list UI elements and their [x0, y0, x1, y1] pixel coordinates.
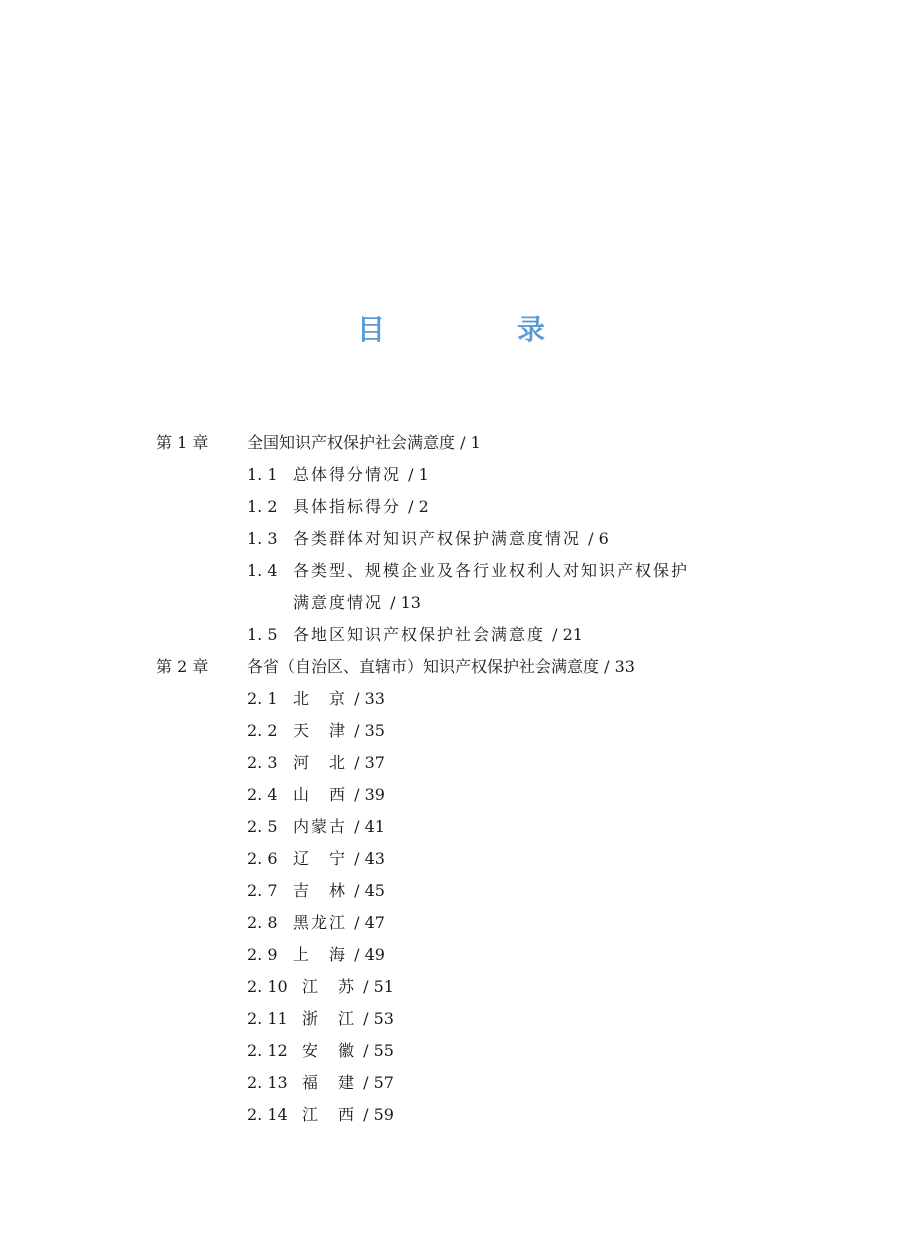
section-number: 2. 11 — [247, 1009, 288, 1028]
toc-section-row[interactable] — [0, 715, 902, 747]
page-number: / 51 — [363, 977, 394, 996]
section-title-text: 满意度情况 — [293, 593, 384, 612]
section-title-text: 黑龙江 — [293, 913, 348, 932]
section-number: 2. 4 — [247, 785, 278, 804]
section-number: 2. 12 — [247, 1041, 288, 1060]
section-title — [302, 1067, 394, 1099]
chapter-title — [247, 427, 481, 459]
section-number: 2. 6 — [247, 849, 278, 868]
page-number: / 39 — [354, 785, 385, 804]
page-number: / 35 — [354, 721, 385, 740]
section-title — [293, 875, 385, 907]
chapter-title — [247, 651, 635, 683]
page-number: / 2 — [408, 497, 429, 516]
toc-section-row[interactable] — [0, 1067, 902, 1099]
chapter-label: 第 1 章 — [156, 433, 209, 452]
section-title-text: 福 建 — [302, 1073, 357, 1092]
section-title — [293, 779, 385, 811]
section-title-text: 吉 林 — [293, 881, 348, 900]
page-number: / 21 — [552, 625, 583, 644]
toc-section-row[interactable] — [0, 619, 902, 651]
toc-section-row[interactable] — [0, 971, 902, 1003]
toc-section-row[interactable] — [0, 491, 902, 523]
section-number: 1. 1 — [247, 465, 278, 484]
section-number: 2. 8 — [247, 913, 278, 932]
toc-section-row[interactable] — [0, 555, 902, 587]
section-number: 2. 3 — [247, 753, 278, 772]
section-number: 2. 13 — [247, 1073, 288, 1092]
section-number: 1. 3 — [247, 529, 278, 548]
section-number: 2. 2 — [247, 721, 278, 740]
page-number: / 57 — [363, 1073, 394, 1092]
toc-section-row[interactable] — [0, 459, 902, 491]
section-title-text: 各类型、规模企业及各行业权利人对知识产权保护 — [293, 561, 690, 580]
chapter-title-text: 各省（自治区、直辖市）知识产权保护社会满意度 — [247, 657, 600, 676]
section-title — [302, 1035, 394, 1067]
toc-chapter-row[interactable] — [0, 651, 902, 683]
toc-section-row[interactable] — [0, 587, 902, 619]
chapter-label: 第 2 章 — [156, 657, 209, 676]
toc-section-row[interactable] — [0, 907, 902, 939]
section-number: 2. 14 — [247, 1105, 288, 1124]
section-number: 1. 5 — [247, 625, 278, 644]
toc-section-row[interactable] — [0, 1035, 902, 1067]
toc-section-row[interactable] — [0, 523, 902, 555]
section-title — [293, 715, 385, 747]
section-title — [293, 939, 385, 971]
section-number: 2. 9 — [247, 945, 278, 964]
toc-section-row[interactable] — [0, 747, 902, 779]
section-title — [302, 1003, 394, 1035]
section-title — [293, 523, 609, 555]
section-title — [293, 907, 385, 939]
toc-section-row[interactable] — [0, 939, 902, 971]
section-title-text: 总体得分情况 — [293, 465, 402, 484]
section-number: 1. 4 — [247, 561, 278, 580]
toc-section-row[interactable] — [0, 683, 902, 715]
page-number: / 1 — [460, 433, 481, 452]
table-of-contents — [0, 427, 902, 1131]
section-title — [302, 1099, 394, 1131]
section-title-text: 安 徽 — [302, 1041, 357, 1060]
section-number: 2. 10 — [247, 977, 288, 996]
page-number: / 49 — [354, 945, 385, 964]
section-number: 2. 5 — [247, 817, 278, 836]
section-title-text: 辽 宁 — [293, 849, 348, 868]
toc-section-row[interactable] — [0, 843, 902, 875]
section-title-text: 天 津 — [293, 721, 348, 740]
page-number: / 45 — [354, 881, 385, 900]
section-title-text: 江 苏 — [302, 977, 357, 996]
section-title-text: 各地区知识产权保护社会满意度 — [293, 625, 546, 644]
page-number: / 53 — [363, 1009, 394, 1028]
section-title-text: 河 北 — [293, 753, 348, 772]
section-number: 1. 2 — [247, 497, 278, 516]
section-title — [293, 683, 385, 715]
page-number: / 13 — [390, 593, 421, 612]
section-title — [293, 491, 429, 523]
section-number: 2. 1 — [247, 689, 278, 708]
section-title-text: 具体指标得分 — [293, 497, 402, 516]
section-title — [293, 555, 689, 587]
page-number: / 6 — [588, 529, 609, 548]
section-title-text: 上 海 — [293, 945, 348, 964]
section-title-text: 江 西 — [302, 1105, 357, 1124]
toc-section-row[interactable] — [0, 1003, 902, 1035]
page-number: / 55 — [363, 1041, 394, 1060]
toc-chapter-row[interactable] — [0, 427, 902, 459]
page-number: / 37 — [354, 753, 385, 772]
chapter-title-text: 全国知识产权保护社会满意度 — [247, 433, 456, 452]
page-number: / 43 — [354, 849, 385, 868]
section-title-text: 山 西 — [293, 785, 348, 804]
section-title-text: 北 京 — [293, 689, 348, 708]
page-number: / 1 — [408, 465, 429, 484]
section-title-text: 内蒙古 — [293, 817, 348, 836]
page-number: / 59 — [363, 1105, 394, 1124]
toc-section-row[interactable] — [0, 1099, 902, 1131]
page-number: / 41 — [354, 817, 385, 836]
section-title — [302, 971, 394, 1003]
section-title — [293, 459, 429, 491]
toc-section-row[interactable] — [0, 779, 902, 811]
page-number: / 47 — [354, 913, 385, 932]
section-number: 2. 7 — [247, 881, 278, 900]
page-number: / 33 — [354, 689, 385, 708]
section-title-text: 各类群体对知识产权保护满意度情况 — [293, 529, 582, 548]
section-title — [293, 587, 421, 619]
toc-section-row[interactable] — [0, 811, 902, 843]
section-title — [293, 619, 583, 651]
section-title — [293, 843, 385, 875]
page-number: / 33 — [604, 657, 635, 676]
section-title — [293, 811, 385, 843]
toc-heading: 目 录 — [356, 313, 597, 346]
section-title-text: 浙 江 — [302, 1009, 357, 1028]
section-title — [293, 747, 385, 779]
toc-section-row[interactable] — [0, 875, 902, 907]
